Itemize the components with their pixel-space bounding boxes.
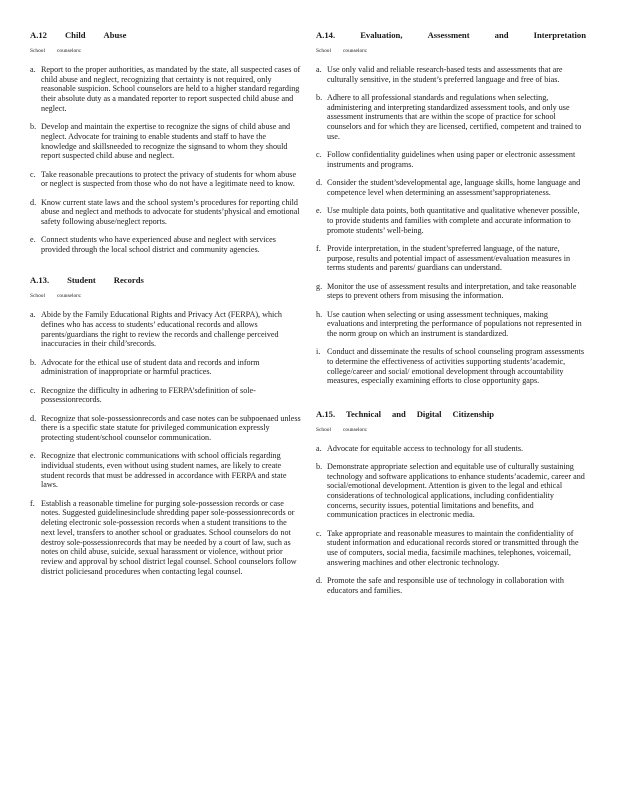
section-subtitle (30, 293, 302, 300)
section-number: A.15. (316, 408, 336, 419)
item-text: Develop and maintain the expertise to recognize the signs of child abuse and neglect. Advocate for training to enable students and staff to have the knowledge and skillsneeded to recognize the signsand to whom they should report suspected child abuse and neglect. (41, 122, 291, 161)
list-item (30, 386, 302, 405)
list-item (316, 178, 586, 197)
item-text: Connect students who have experienced abuse and neglect with services provided through the local school district and community agencies. (41, 235, 276, 254)
section-subtitle (316, 48, 586, 55)
subtitle-word: School (316, 48, 331, 54)
section-a12-child-abuse (30, 30, 302, 255)
left-column (30, 30, 302, 585)
item-text: Recognize that electronic communications with school officials regarding individual students, even without using student names, are likely to create student records that must be addressed in accordance with FERPA and state laws. (41, 451, 287, 490)
item-marker: f. (316, 243, 321, 253)
item-marker: a. (30, 65, 36, 74)
section-number: A.12 (30, 30, 47, 40)
subtitle-word: counselors: (342, 48, 368, 54)
item-marker: b. (30, 357, 37, 367)
list-item (316, 310, 586, 339)
item-text: Advocate for the ethical use of student data and records and inform administration of inappropriate or harmful practices. (41, 357, 260, 377)
item-list (30, 65, 302, 255)
item-marker: f. (30, 498, 35, 508)
list-item (30, 122, 302, 161)
list-item (316, 150, 586, 169)
section-subtitle (316, 427, 586, 434)
item-marker: c. (30, 385, 36, 395)
section-title-word: Student (67, 275, 96, 286)
item-marker: e. (30, 451, 36, 461)
section-heading (316, 409, 494, 420)
item-text: Follow confidentiality guidelines when using paper or electronic assessment instruments and programs. (327, 150, 576, 169)
list-item (30, 414, 302, 443)
subtitle-word: counselors: (342, 426, 368, 433)
item-marker: a. (30, 310, 36, 320)
item-marker: i. (316, 347, 321, 357)
item-text: Monitor the use of assessment results and interpretation, and take reasonable steps to prevent others from misusing the information. (327, 281, 577, 301)
list-item (30, 65, 302, 114)
item-marker: e. (316, 206, 322, 216)
item-marker: b. (316, 461, 323, 471)
section-title-word: and (494, 30, 509, 40)
list-item (316, 576, 586, 595)
subtitle-word: counselors: (56, 48, 82, 54)
section-a13-student-records (30, 275, 302, 576)
section-title-word: Abuse (103, 30, 127, 40)
item-marker: c. (316, 528, 322, 538)
section-title-word: Child (64, 30, 86, 40)
item-text: Take appropriate and reasonable measures to maintain the confidentiality of student information and educational records stored or transmitted through the use of computers, social media, facsimile machines, telephones, voicemail, answering machines and other electronic technology. (327, 528, 579, 567)
section-title-word: Records (113, 275, 144, 286)
item-text: Adhere to all professional standards and regulations when selecting, administering and interpreting standardized assessment tools, and only use assessment instruments that are within the scope of practice for school counselors and for which they are licensed, certified, competent and trained to use. (327, 93, 582, 141)
item-text: Use only valid and reliable research-based tests and assessments that are culturally sensitive, in the student’s preferred language and free of bias. (327, 65, 563, 84)
item-marker: d. (316, 576, 323, 586)
section-number: A.14. (316, 30, 336, 40)
section-title-word: Digital (416, 408, 442, 419)
list-item (316, 93, 586, 142)
item-list (316, 444, 586, 596)
item-marker: h. (316, 309, 323, 319)
list-item (316, 462, 586, 520)
right-column (316, 30, 586, 604)
item-list (30, 310, 302, 576)
list-item (30, 310, 302, 349)
item-marker: a. (316, 65, 322, 74)
item-text: Abide by the Family Educational Rights and Privacy Act (FERPA), which defines who has access to students’ educational records and allows parents/guardians the right to review the records and challenge perceived inaccuracies in their child’srecords. (41, 310, 282, 349)
list-item (30, 499, 302, 577)
list-item (316, 206, 586, 235)
list-item (30, 451, 302, 490)
item-marker: b. (30, 122, 37, 132)
item-marker: d. (30, 413, 37, 423)
section-title-word: Assessment (427, 30, 470, 40)
section-subtitle (30, 48, 302, 55)
item-text: Establish a reasonable timeline for purging sole-possession records or case notes. Suggested guidelinesinclude shredding paper sole-possessionrecords or deleting electronic sole-possession records when a student transitions to the next level, transfers to another school or graduates. School counselors do not destroy sole-possessionrecords that may be needed by a court of law, such as notes on child abuse, suicide, sexual harassment or violence, without prior review and approval by school district legal counsel. School counselors follow district policiesand procedures when contacting legal counsel. (41, 498, 297, 576)
item-text: Report to the proper authorities, as mandated by the state, all suspected cases of child abuse and neglect, recognizing that certainty is not required, only reasonable suspicion. School counselors are held to a higher standard regarding their absolute duty as a mandated reporter to report suspected child abuse and neglect. (41, 65, 301, 113)
item-text: Advocate for equitable access to technology for all students. (327, 443, 524, 453)
subtitle-word: School (30, 293, 45, 300)
list-item (316, 529, 586, 568)
item-text: Conduct and disseminate the results of school counseling program assessments to determine the effectiveness of activities supporting students’academic, college/career and social/ emotional development through accountability measures, especially examining efforts to close opportunity gaps. (327, 347, 585, 386)
item-marker: c. (30, 169, 36, 179)
section-title-word: Evaluation, (360, 30, 403, 40)
item-text: Provide interpretation, in the student’spreferred language, of the nature, purpose, results and potential impact of assessment/evaluation measures in terms students and parents/ guardians can understand. (327, 243, 571, 273)
subtitle-word: School (316, 426, 331, 433)
list-item (316, 65, 586, 84)
list-item (316, 244, 586, 273)
item-text: Take reasonable precautions to protect the privacy of students for whom abuse or neglect is suspected from those who do not have a legitimate need to know. (41, 169, 297, 189)
item-text: Know current state laws and the school system’s procedures for reporting child abuse and neglect and methods to advocate for students’physical and emotional safety following abuse/neglect reports. (41, 197, 300, 226)
list-item (316, 444, 586, 454)
list-item (30, 235, 302, 254)
item-marker: g. (316, 281, 323, 291)
item-text: Consider the student’sdevelopmental age, language skills, home language and competence level when determining an assessment’sappropriateness. (327, 178, 581, 197)
section-a15-technical-digital-citizenship (316, 409, 586, 596)
section-heading (30, 275, 302, 286)
list-item (316, 282, 586, 301)
item-text: Recognize that sole-possessionrecords and case notes can be subpoenaed unless there is a specific state statute for privileged communication expressly protecting student/school counselor communication. (41, 413, 301, 443)
subtitle-word: counselors: (56, 293, 82, 300)
item-list (316, 65, 586, 386)
item-marker: d. (316, 178, 323, 188)
section-title-word: Citizenship (452, 408, 494, 419)
item-marker: a. (316, 443, 322, 453)
item-text: Use multiple data points, both quantitative and qualitative whenever possible, to provide students and families with complete and accurate information to promote students’ well-being. (327, 206, 580, 235)
section-heading (316, 30, 586, 41)
section-title-word: Interpretation (533, 30, 586, 40)
item-text: Use caution when selecting or using assessment techniques, making evaluations and interpreting the performance of populations not represented in the norm group on which an instrument is standardized. (327, 309, 582, 338)
item-text: Demonstrate appropriate selection and equitable use of culturally sustaining technology and software applications to enhance students’academic, career and social/emotional development. Attention is given to the legal and ethical considerations of technological applications, including confidentiality concerns, security issues, potential limitations and benefits, and communication practices in electronic media. (327, 461, 585, 520)
list-item (30, 358, 302, 377)
item-text: Promote the safe and responsible use of technology in collaboration with educators and families. (327, 576, 564, 595)
item-text: Recognize the difficulty in adhering to FERPA’sdefinition of sole-possessionrecords. (41, 385, 256, 405)
list-item (30, 198, 302, 227)
section-a14-evaluation-assessment (316, 30, 586, 386)
item-marker: d. (30, 197, 37, 207)
list-item (316, 347, 586, 386)
item-marker: c. (316, 150, 322, 160)
item-marker: e. (30, 235, 36, 245)
section-number: A.13. (30, 275, 50, 286)
subtitle-word: School (30, 48, 45, 54)
list-item (30, 170, 302, 189)
section-title-word: and (391, 408, 406, 419)
item-marker: b. (316, 93, 323, 102)
section-title-word: Technical (346, 408, 382, 419)
section-heading (30, 30, 302, 41)
